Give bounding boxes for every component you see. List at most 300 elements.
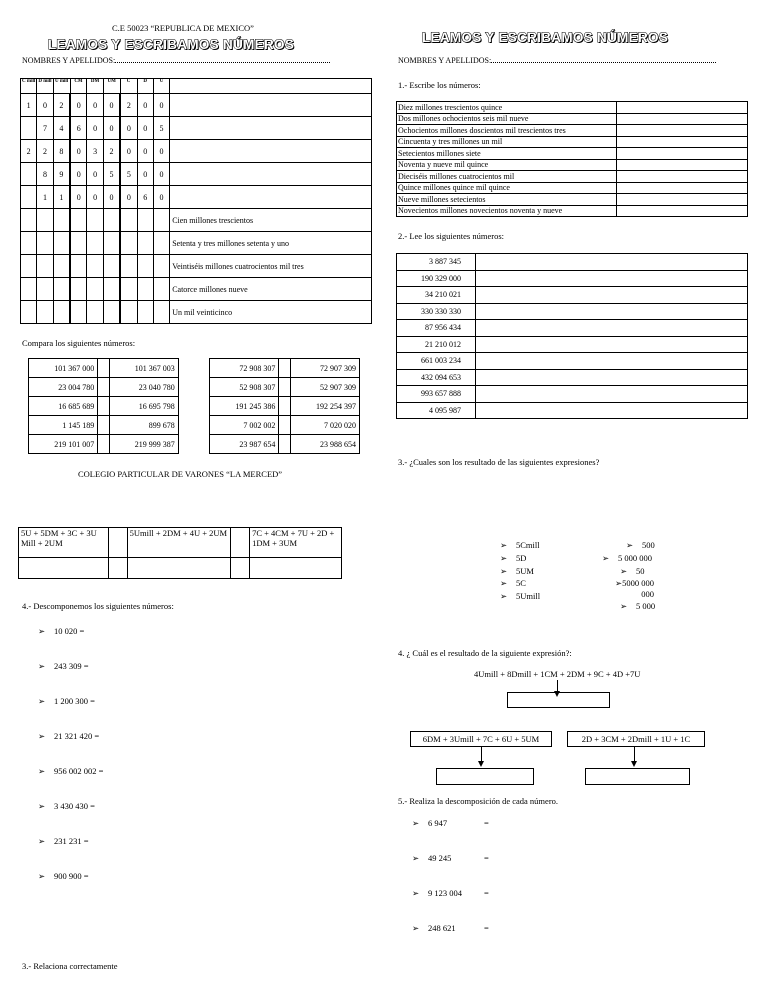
answer-cell[interactable]	[19, 558, 109, 579]
digit-cell[interactable]: 0	[87, 186, 103, 209]
table-row	[397, 194, 748, 206]
expression-gap	[108, 528, 127, 558]
digit-cell[interactable]: 1	[37, 186, 53, 209]
table-row	[397, 159, 748, 171]
match-left-text: 5UM	[516, 566, 534, 576]
compare-number: 101 367 000	[29, 359, 98, 378]
table-row	[21, 94, 372, 117]
compare-number: 219 101 007	[29, 435, 98, 454]
answer-cell[interactable]	[617, 148, 748, 160]
number-cell: 34 210 021	[397, 287, 476, 304]
digit-cell[interactable]: 0	[153, 163, 169, 186]
answer-cell[interactable]	[476, 270, 748, 287]
answer-cell[interactable]	[250, 558, 342, 579]
name-dotted-line[interactable]	[491, 62, 716, 63]
match-right-text: 5 000	[636, 601, 656, 611]
list-item	[412, 818, 447, 829]
relate-label: 3.- Relaciona correctamente	[22, 961, 118, 971]
digit-cell[interactable]: 1	[21, 94, 37, 117]
table-row	[397, 353, 748, 370]
decompose-number: 21 321 420 =	[54, 731, 100, 741]
digit-cell[interactable]: 0	[70, 94, 87, 117]
digit-cell[interactable]	[87, 255, 103, 278]
number-word-cell: Dieciséis millones cuatrocientos mil	[397, 171, 617, 183]
answer-cell[interactable]	[476, 353, 748, 370]
digit-cell[interactable]	[70, 278, 87, 301]
digit-cell[interactable]: 2	[37, 140, 53, 163]
table-row	[21, 117, 372, 140]
right-page-title: LEAMOS Y ESCRIBAMOS NÚMEROS	[422, 30, 669, 45]
place-value-header: D mill	[37, 79, 53, 94]
arrow-bullet-icon: ➢	[412, 888, 420, 898]
digit-cell[interactable]: 0	[153, 94, 169, 117]
name-dotted-line[interactable]	[115, 62, 330, 63]
list-item	[38, 696, 95, 707]
expression-a: 6DM + 3Umill + 7C + 6U + 5UM	[422, 734, 540, 744]
number-word-cell[interactable]	[170, 94, 372, 117]
number-word-cell[interactable]	[170, 186, 372, 209]
digit-cell[interactable]	[137, 209, 153, 232]
digit-cell[interactable]	[53, 255, 70, 278]
right-name-label	[398, 56, 716, 65]
digit-cell[interactable]: 3	[87, 140, 103, 163]
compare-number: 23 040 780	[109, 378, 178, 397]
digit-cell[interactable]	[37, 255, 53, 278]
compare-number: 16 695 798	[109, 397, 178, 416]
answer-cell[interactable]	[617, 136, 748, 148]
decompose-number: 243 309 =	[54, 661, 89, 671]
number-word-cell: Noventa y nueve mil quince	[397, 159, 617, 171]
number-word-cell[interactable]: Cien millones trescientos	[170, 209, 372, 232]
match-right-item	[602, 553, 652, 564]
answer-cell[interactable]	[617, 125, 748, 137]
compare-number: 191 245 386	[210, 397, 279, 416]
compare-number: 101 367 003	[109, 359, 178, 378]
arrow-bullet-icon: ➢	[500, 553, 508, 563]
digit-cell[interactable]: 2	[120, 94, 137, 117]
digit-cell[interactable]	[120, 232, 137, 255]
answer-cell[interactable]	[617, 194, 748, 206]
compare-sign-cell[interactable]	[279, 378, 290, 397]
list-item	[38, 801, 95, 812]
place-value-header: D	[137, 79, 153, 94]
digit-cell[interactable]	[21, 232, 37, 255]
table-row	[21, 278, 372, 301]
digit-cell[interactable]	[153, 255, 169, 278]
compare-sign-cell[interactable]	[279, 435, 290, 454]
digit-cell[interactable]	[21, 255, 37, 278]
digit-cell[interactable]	[21, 163, 37, 186]
expression-gap	[108, 558, 127, 579]
compare-number: 23 004 780	[29, 378, 98, 397]
number-word-cell[interactable]: Catorce millones nueve	[170, 278, 372, 301]
question-1: 1.- Escribe los números:	[398, 80, 481, 90]
compare-sign-cell[interactable]	[98, 397, 109, 416]
read-numbers-table	[396, 253, 748, 419]
digit-cell[interactable]: 0	[37, 94, 53, 117]
list-item	[38, 836, 89, 847]
digit-cell[interactable]	[153, 301, 169, 324]
digit-cell[interactable]	[137, 301, 153, 324]
match-left-text: 5D	[516, 553, 527, 563]
table-row	[21, 140, 372, 163]
place-value-header: U mill	[53, 79, 70, 94]
digit-cell[interactable]: 6	[70, 117, 87, 140]
digit-cell[interactable]: 0	[153, 140, 169, 163]
digit-cell[interactable]	[21, 186, 37, 209]
answer-cell[interactable]	[476, 320, 748, 337]
question-3: 3.- ¿Cuales son los resultado de las siguientes expresiones?	[398, 457, 600, 467]
digit-cell[interactable]: 5	[153, 117, 169, 140]
number-word-cell[interactable]: Veintiséis millones cuatrocientos mil tres	[170, 255, 372, 278]
compare-sign-cell[interactable]	[279, 416, 290, 435]
compare-sign-cell[interactable]	[98, 416, 109, 435]
college-name: COLEGIO PARTICULAR DE VARONES “LA MERCED”	[78, 469, 283, 479]
digit-cell[interactable]	[103, 301, 120, 324]
digit-cell[interactable]	[120, 278, 137, 301]
digit-cell[interactable]	[21, 301, 37, 324]
table-row	[397, 270, 748, 287]
digit-cell[interactable]: 0	[70, 163, 87, 186]
digit-cell[interactable]: 8	[53, 140, 70, 163]
answer-cell[interactable]	[476, 402, 748, 419]
table-row	[397, 148, 748, 160]
arrow-down	[634, 746, 635, 762]
compare-number: 72 907 309	[290, 359, 359, 378]
digit-cell[interactable]	[37, 209, 53, 232]
digit-cell[interactable]	[103, 232, 120, 255]
arrow-bullet-icon: ➢	[412, 853, 420, 863]
expressions-table	[18, 527, 342, 579]
digit-cell[interactable]: 0	[87, 163, 103, 186]
place-value-table	[20, 78, 372, 324]
answer-cell[interactable]	[617, 205, 748, 217]
table-row	[397, 320, 748, 337]
answer-cell[interactable]	[476, 254, 748, 271]
answer-cell[interactable]	[617, 113, 748, 125]
digit-cell[interactable]	[37, 278, 53, 301]
compare-number: 219 999 387	[109, 435, 178, 454]
digit-cell[interactable]	[87, 278, 103, 301]
place-value-header: C mill	[21, 79, 37, 94]
compare-spacer	[178, 378, 210, 397]
place-value-header-row	[21, 79, 372, 94]
compare-number: 7 020 020	[290, 416, 359, 435]
match-left-item	[500, 553, 526, 564]
digit-cell[interactable]: 0	[137, 163, 153, 186]
number-cell: 661 003 234	[397, 353, 476, 370]
compare-number: 23 988 654	[290, 435, 359, 454]
table-row	[29, 435, 360, 454]
list-item	[412, 923, 456, 934]
arrow-bullet-icon: ➢	[38, 871, 46, 881]
expression-a-box	[410, 731, 552, 747]
big-expression: 4Umill + 8Dmill + 1CM + 2DM + 9C + 4D +7U	[474, 669, 641, 679]
arrow-bullet-icon: ➢	[615, 578, 623, 588]
arrow-bullet-icon: ➢	[38, 766, 46, 776]
answer-cell[interactable]	[617, 159, 748, 171]
decompose-number: 231 231 =	[54, 836, 89, 846]
arrow-bullet-icon: ➢	[38, 731, 46, 741]
arrow-bullet-icon: ➢	[620, 601, 628, 611]
digit-cell[interactable]: 0	[120, 186, 137, 209]
digit-cell[interactable]: 0	[120, 140, 137, 163]
answer-cell[interactable]	[617, 171, 748, 183]
compare-number: 7 002 002	[210, 416, 279, 435]
table-row	[397, 369, 748, 386]
digit-cell[interactable]: 0	[70, 186, 87, 209]
expression-b-box	[567, 731, 705, 747]
place-value-header: C	[120, 79, 137, 94]
place-value-header: UM	[103, 79, 120, 94]
answer-cell[interactable]	[476, 336, 748, 353]
list-item	[38, 626, 84, 637]
digit-cell[interactable]	[21, 117, 37, 140]
table-row	[21, 255, 372, 278]
digit-cell[interactable]: 4	[53, 117, 70, 140]
decomp-number: 248 621	[428, 923, 456, 933]
decomp-number: 49 245	[428, 853, 452, 863]
arrow-bullet-icon: ➢	[602, 553, 610, 563]
digit-cell[interactable]	[53, 278, 70, 301]
table-row	[397, 336, 748, 353]
result-box-main[interactable]	[507, 692, 610, 708]
digit-cell[interactable]	[53, 301, 70, 324]
table-row	[397, 113, 748, 125]
digit-cell[interactable]: 7	[37, 117, 53, 140]
expression-2: 5Umill + 2DM + 4U + 2UM	[127, 528, 231, 558]
compare-number: 23 987 654	[210, 435, 279, 454]
arrow-bullet-icon: ➢	[38, 626, 46, 636]
match-right-text: 5000 000 000	[622, 578, 654, 599]
place-value-header: CM	[70, 79, 87, 94]
digit-cell[interactable]	[120, 209, 137, 232]
match-left-text: 5Cmill	[516, 540, 540, 550]
number-word-cell[interactable]: Un mil veinticinco	[170, 301, 372, 324]
digit-cell[interactable]: 0	[137, 117, 153, 140]
answer-cell[interactable]	[476, 369, 748, 386]
match-left-item	[500, 591, 540, 602]
question-2: 2.- Lee los siguientes números:	[398, 231, 504, 241]
arrow-bullet-icon: ➢	[38, 696, 46, 706]
digit-cell[interactable]	[37, 232, 53, 255]
number-word-cell[interactable]	[170, 163, 372, 186]
digit-cell[interactable]: 5	[120, 163, 137, 186]
digit-cell[interactable]: 0	[103, 94, 120, 117]
match-left-text: 5C	[516, 578, 526, 588]
digit-cell[interactable]: 2	[103, 140, 120, 163]
decompose-label: 4.- Descomponemos los siguientes números:	[22, 601, 174, 611]
digit-cell[interactable]: 9	[53, 163, 70, 186]
result-box-b[interactable]	[585, 768, 690, 785]
arrow-bullet-icon: ➢	[500, 591, 508, 601]
number-cell: 330 330 330	[397, 303, 476, 320]
table-row	[397, 254, 748, 271]
digit-cell[interactable]	[70, 255, 87, 278]
answer-cell[interactable]	[617, 182, 748, 194]
number-word-cell: Setecientos millones siete	[397, 148, 617, 160]
arrow-bullet-icon: ➢	[620, 566, 628, 576]
number-word-cell[interactable]: Setenta y tres millones setenta y uno	[170, 232, 372, 255]
table-row	[21, 232, 372, 255]
table-row	[21, 301, 372, 324]
digit-cell[interactable]: 0	[137, 94, 153, 117]
compare-spacer	[178, 359, 210, 378]
digit-cell[interactable]: 0	[70, 140, 87, 163]
digit-cell[interactable]: 0	[137, 140, 153, 163]
list-item	[38, 871, 89, 882]
digit-cell[interactable]	[87, 232, 103, 255]
left-name-label	[22, 56, 330, 65]
digit-cell[interactable]: 8	[37, 163, 53, 186]
digit-cell[interactable]: 2	[53, 94, 70, 117]
number-word-cell[interactable]	[170, 140, 372, 163]
digit-cell[interactable]	[70, 209, 87, 232]
answer-cell[interactable]	[476, 287, 748, 304]
list-item	[38, 731, 99, 742]
match-left-item	[500, 578, 526, 589]
match-right-item	[620, 566, 645, 577]
digit-cell[interactable]	[153, 278, 169, 301]
digit-cell[interactable]: 0	[120, 117, 137, 140]
digit-cell[interactable]: 0	[87, 94, 103, 117]
expression-3: 7C + 4CM + 7U + 2D + 1DM + 3UM	[250, 528, 342, 558]
digit-cell[interactable]: 0	[103, 186, 120, 209]
decompose-number: 1 200 300 =	[54, 696, 95, 706]
number-cell: 432 094 653	[397, 369, 476, 386]
table-row	[397, 205, 748, 217]
compare-table	[28, 358, 360, 454]
decompose-number: 3 430 430 =	[54, 801, 95, 811]
equals-sign: =	[484, 853, 489, 863]
number-cell: 87 956 434	[397, 320, 476, 337]
answer-cell[interactable]	[476, 386, 748, 403]
header-blank	[170, 79, 372, 94]
compare-spacer	[178, 435, 210, 454]
digit-cell[interactable]: 0	[153, 186, 169, 209]
arrow-down	[481, 746, 482, 762]
compare-sign-cell[interactable]	[98, 378, 109, 397]
number-cell: 4 095 987	[397, 402, 476, 419]
digit-cell[interactable]	[21, 209, 37, 232]
number-word-cell[interactable]	[170, 117, 372, 140]
arrow-down	[557, 680, 558, 692]
digit-cell[interactable]	[37, 301, 53, 324]
digit-cell[interactable]	[70, 232, 87, 255]
digit-cell[interactable]: 2	[21, 140, 37, 163]
table-row	[21, 186, 372, 209]
table-row	[397, 125, 748, 137]
digit-cell[interactable]: 0	[103, 117, 120, 140]
number-cell: 21 210 012	[397, 336, 476, 353]
digit-cell[interactable]	[53, 209, 70, 232]
write-numbers-table	[396, 101, 748, 217]
expression-gap	[231, 528, 250, 558]
arrow-bullet-icon: ➢	[500, 566, 508, 576]
compare-sign-cell[interactable]	[279, 397, 290, 416]
table-row	[397, 287, 748, 304]
compare-label: Compara los siguientes números:	[22, 338, 136, 348]
digit-cell[interactable]	[137, 278, 153, 301]
match-right-item	[620, 601, 655, 612]
digit-cell[interactable]	[137, 255, 153, 278]
digit-cell[interactable]	[153, 209, 169, 232]
arrow-bullet-icon: ➢	[500, 578, 508, 588]
question-5: 5.- Realiza la descomposición de cada número.	[398, 796, 559, 806]
match-left-item	[500, 566, 534, 577]
table-row	[29, 359, 360, 378]
table-row	[29, 397, 360, 416]
digit-cell[interactable]	[120, 301, 137, 324]
number-cell: 993 657 888	[397, 386, 476, 403]
digit-cell[interactable]	[137, 232, 153, 255]
place-value-header: DM	[87, 79, 103, 94]
digit-cell[interactable]	[70, 301, 87, 324]
compare-sign-cell[interactable]	[98, 359, 109, 378]
compare-number: 72 908 307	[210, 359, 279, 378]
table-row	[397, 386, 748, 403]
number-word-cell: Novecientos millones novecientos noventa y nueve	[397, 205, 617, 217]
compare-number: 16 685 689	[29, 397, 98, 416]
digit-cell[interactable]: 1	[53, 186, 70, 209]
digit-cell[interactable]	[103, 209, 120, 232]
arrow-bullet-icon: ➢	[38, 836, 46, 846]
compare-number: 899 678	[109, 416, 178, 435]
compare-sign-cell[interactable]	[279, 359, 290, 378]
digit-cell[interactable]	[103, 278, 120, 301]
digit-cell[interactable]	[103, 255, 120, 278]
expression-1: 5U + 5DM + 3C + 3U Mill + 2UM	[19, 528, 109, 558]
arrow-bullet-icon: ➢	[38, 801, 46, 811]
match-right-text: 5 000 000	[618, 553, 652, 563]
arrow-bullet-icon: ➢	[412, 923, 420, 933]
match-right-item	[626, 540, 655, 551]
digit-cell[interactable]: 0	[87, 117, 103, 140]
digit-cell[interactable]: 6	[137, 186, 153, 209]
table-row	[397, 102, 748, 114]
answer-cell[interactable]	[476, 303, 748, 320]
answer-cell[interactable]	[617, 102, 748, 114]
number-word-cell: Quince millones quince mil quince	[397, 182, 617, 194]
equals-sign: =	[484, 888, 489, 898]
digit-cell[interactable]	[153, 232, 169, 255]
number-word-cell: Ochocientos millones doscientos mil trescientos tres	[397, 125, 617, 137]
question-4: 4. ¿ Cuál es el resultado de la siguiente expresión?:	[398, 648, 572, 658]
match-right-text: 500	[642, 540, 655, 550]
table-row	[397, 171, 748, 183]
list-item	[412, 888, 462, 899]
number-cell: 3 887 345	[397, 254, 476, 271]
digit-cell[interactable]	[21, 278, 37, 301]
result-box-a[interactable]	[436, 768, 534, 785]
digit-cell[interactable]	[87, 301, 103, 324]
digit-cell[interactable]: 5	[103, 163, 120, 186]
arrow-bullet-icon: ➢	[626, 540, 634, 550]
number-word-cell: Cincuenta y tres millones un mil	[397, 136, 617, 148]
table-row	[397, 182, 748, 194]
compare-number: 192 254 397	[290, 397, 359, 416]
table-row	[397, 402, 748, 419]
list-item	[412, 853, 451, 864]
compare-sign-cell[interactable]	[98, 435, 109, 454]
answer-cell[interactable]	[127, 558, 231, 579]
equals-sign: =	[484, 923, 489, 933]
digit-cell[interactable]	[120, 255, 137, 278]
digit-cell[interactable]	[53, 232, 70, 255]
place-value-header: U	[153, 79, 169, 94]
digit-cell[interactable]	[87, 209, 103, 232]
name-label-text: NOMBRES Y APELLIDOS:	[22, 56, 116, 65]
